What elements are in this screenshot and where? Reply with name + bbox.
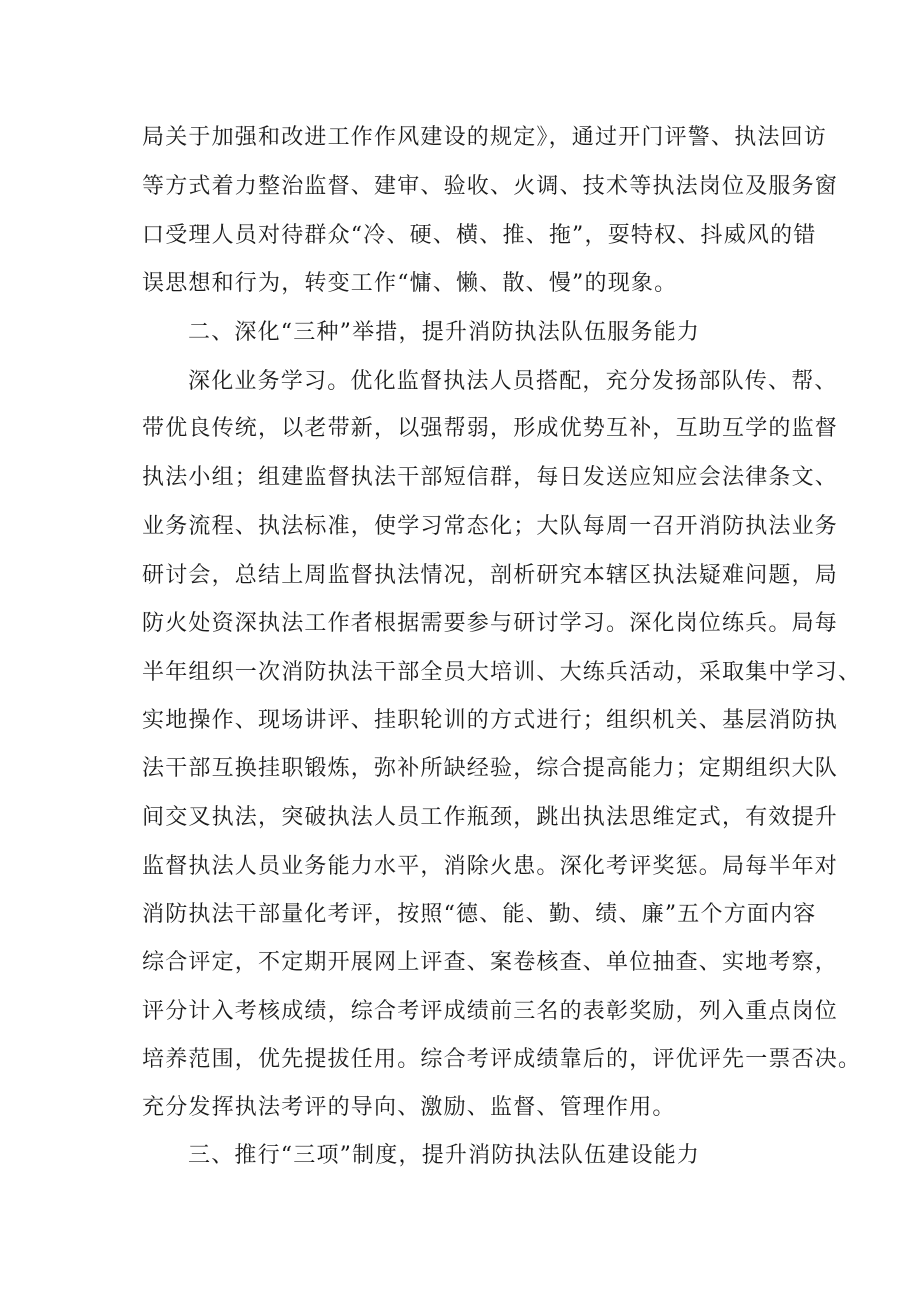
- paragraph-line: 充分发挥执法考评的导向、激励、监督、管理作用。: [142, 1095, 676, 1120]
- paragraph-line: 半年组织一次消防执法干部全员大培训、大练兵活动，采取集中学习、: [142, 660, 862, 685]
- paragraph-line: 局关于加强和改进工作作风建设的规定》，通过开门评警、执法回访: [142, 125, 828, 150]
- paragraph-line: 业务流程、执法标准，使学习常态化；大队每周一召开消防执法业务: [142, 514, 839, 539]
- paragraph-line: 口受理人员对待群众“冷、硬、横、推、拖”，耍特权、抖威风的错: [142, 223, 817, 248]
- paragraph-line: 消防执法干部量化考评，按照“德、能、勤、绩、廉”五个方面内容: [142, 902, 817, 927]
- paragraph-line: 综合评定，不定期开展网上评查、案卷核查、单位抽查、实地考察，: [142, 950, 839, 975]
- paragraph-line: 实地操作、现场讲评、挂职轮训的方式进行；组织机关、基层消防执: [142, 708, 839, 733]
- section-heading-2: 二、深化“三种”举措，提升消防执法队伍服务能力: [188, 320, 701, 345]
- paragraph-line: 培养范围，优先提拔任用。综合考评成绩靠后的，评优评先一票否决。: [142, 1047, 862, 1072]
- paragraph-line: 误思想和行为，转变工作“慵、懒、散、慢”的现象。: [142, 271, 678, 296]
- paragraph-line: 间交叉执法，突破执法人员工作瓶颈，跳出执法思维定式，有效提升: [142, 805, 839, 830]
- paragraph-line: 研讨会，总结上周监督执法情况，剖析研究本辖区执法疑难问题，局: [142, 563, 839, 588]
- section-heading-3: 三、推行“三项”制度，提升消防执法队伍建设能力: [188, 1143, 701, 1168]
- paragraph-line: 带优良传统，以老带新，以强帮弱，形成优势互补，互助互学的监督: [142, 416, 839, 441]
- paragraph-line: 深化业务学习。优化监督执法人员搭配，充分发扬部队传、帮、: [188, 369, 838, 394]
- paragraph-line: 等方式着力整治监督、建审、验收、火调、技术等执法岗位及服务窗: [142, 174, 839, 199]
- paragraph-line: 监督执法人员业务能力水平，消除火患。深化考评奖惩。局每半年对: [142, 854, 839, 879]
- paragraph-line: 执法小组；组建监督执法干部短信群，每日发送应知应会法律条文、: [142, 465, 839, 490]
- paragraph-line: 评分计入考核成绩，综合考评成绩前三名的表彰奖励，列入重点岗位: [142, 999, 839, 1024]
- paragraph-line: 法干部互换挂职锻炼，弥补所缺经验，综合提高能力；定期组织大队: [142, 756, 839, 781]
- paragraph-line: 防火处资深执法工作者根据需要参与研讨学习。深化岗位练兵。局每: [142, 611, 839, 636]
